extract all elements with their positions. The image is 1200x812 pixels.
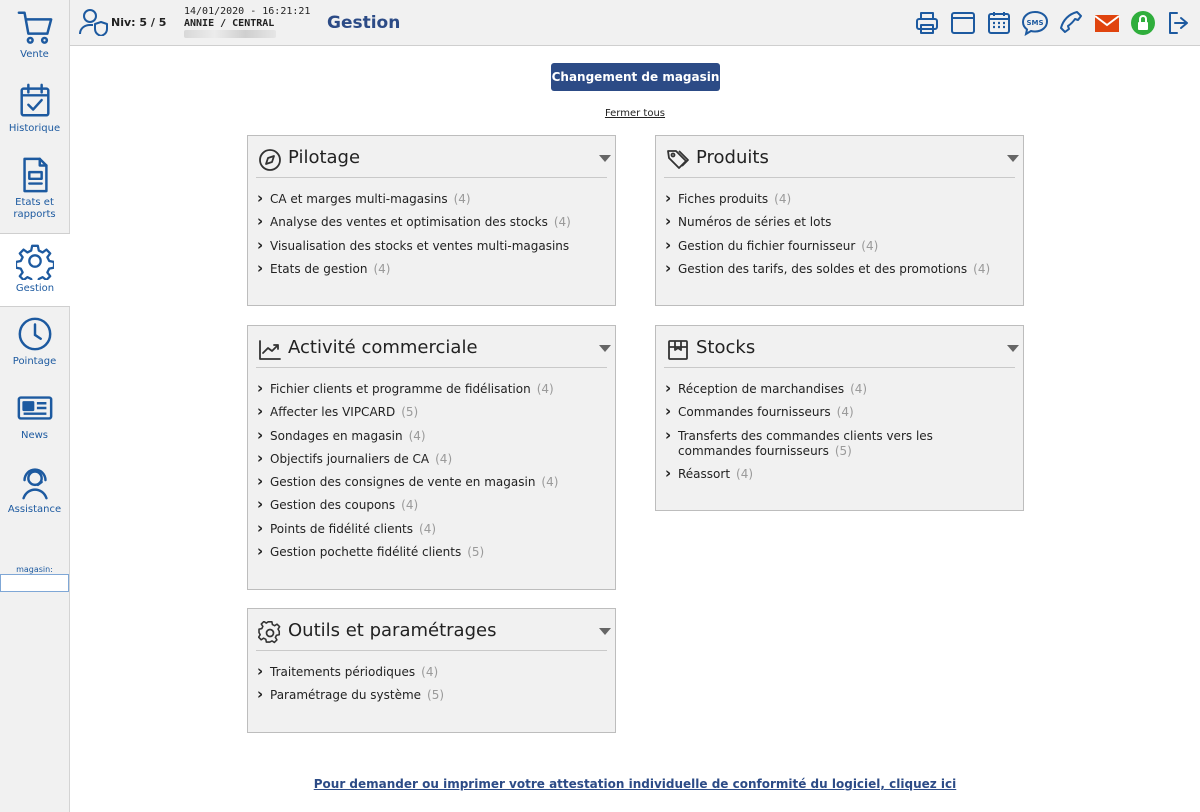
header-datetime: 14/01/2020 - 16:21:21 [184,6,311,17]
list-item[interactable]: › CA et marges multi-magasins (4) [256,192,607,207]
lock-icon [1130,10,1156,36]
panel-title: Pilotage [288,147,361,168]
newspaper-icon [16,389,54,427]
calendar-check-icon [16,82,54,120]
calendar-button[interactable] [984,8,1014,38]
list-item[interactable]: › Fichier clients et programme de fidélisation (4) [256,382,607,397]
close-all-link[interactable]: Fermer tous [604,108,666,119]
list-item[interactable]: › Fiches produits (4) [664,192,1015,207]
window-icon [950,10,976,36]
panel-header[interactable] [256,334,607,368]
list-item[interactable]: › Affecter les VIPCARD (5) [256,405,607,420]
panel-list [664,192,1015,285]
list-item[interactable]: › Réception de marchandises (4) [664,382,1015,397]
collapse-caret-icon[interactable] [599,155,611,162]
magasin-input[interactable] [0,574,69,592]
top-header [70,0,1200,46]
sidebar-item-label: Pointage [12,356,57,367]
panel-pilotage [247,135,616,306]
panel-stocks [655,325,1024,511]
panel-list [256,192,607,285]
sidebar-item-label: Etats et rapports [13,197,56,220]
compass-icon [258,148,282,172]
header-user: ANNIE / CENTRAL [184,18,275,29]
list-item[interactable]: › Sondages en magasin (4) [256,429,607,444]
sidebar-item-pointage[interactable] [0,307,69,381]
list-item[interactable]: › Gestion pochette fidélité clients (5) [256,545,607,560]
cart-icon [16,8,54,46]
panel-header[interactable] [256,617,607,651]
sms-icon [1022,10,1048,36]
list-item[interactable]: › Objectifs journaliers de CA (4) [256,452,607,467]
sidebar-item-historique[interactable] [0,74,69,148]
sidebar [0,0,70,812]
panel-header[interactable] [664,334,1015,368]
clock-icon [16,315,54,353]
report-icon [16,156,54,194]
panel-list [256,382,607,568]
chart-line-icon [258,338,282,362]
list-item[interactable]: › Gestion des coupons (4) [256,498,607,513]
gear-icon [258,621,282,645]
list-item[interactable]: › Transferts des commandes clients vers les commandes fournisseurs (5) [664,429,1015,459]
mail-button[interactable] [1092,8,1122,38]
logout-button[interactable] [1164,8,1194,38]
sidebar-item-label: News [20,430,49,441]
panel-list [664,382,1015,490]
list-item[interactable]: › Commandes fournisseurs (4) [664,405,1015,420]
list-item[interactable]: › Réassort (4) [664,467,1015,482]
panel-title: Activité commerciale [288,337,478,358]
lock-button[interactable] [1128,8,1158,38]
panel-header[interactable] [664,144,1015,178]
list-item[interactable]: › Gestion des consignes de vente en magasin (4) [256,475,607,490]
panel-outils-parametrages [247,608,616,733]
magasin-label: magasin: [16,565,53,574]
gear-icon [16,242,54,280]
collapse-caret-icon[interactable] [599,628,611,635]
sidebar-item-etats-rapports[interactable] [0,148,69,222]
list-item[interactable]: › Gestion des tarifs, des soldes et des promotions (4) [664,262,1015,277]
phone-icon [1058,10,1084,36]
phone-button[interactable] [1056,8,1086,38]
sidebar-item-label: Gestion [15,283,55,294]
sidebar-item-gestion[interactable] [0,233,70,307]
list-item[interactable]: › Gestion du fichier fournisseur (4) [664,239,1015,254]
user-level-icon [78,8,108,36]
list-item[interactable]: › Numéros de séries et lots [664,215,1015,230]
headset-icon [16,463,54,501]
panel-produits [655,135,1024,306]
panel-title: Outils et paramétrages [288,620,497,641]
header-toolbar [912,8,1194,38]
panel-header[interactable] [256,144,607,178]
sidebar-item-label: Vente [20,49,49,60]
collapse-caret-icon[interactable] [599,345,611,352]
collapse-caret-icon[interactable] [1007,345,1019,352]
list-item[interactable]: › Points de fidélité clients (4) [256,522,607,537]
panel-activite-commerciale [247,325,616,590]
user-level: Niv: 5 / 5 [111,16,167,29]
redacted-info [184,30,276,38]
box-icon [666,338,690,362]
window-button[interactable] [948,8,978,38]
list-item[interactable]: › Etats de gestion (4) [256,262,607,277]
panel-list [256,665,607,712]
list-item[interactable]: › Paramétrage du système (5) [256,688,607,703]
svg-text:SMS: SMS [1026,19,1044,27]
conformity-certificate-link[interactable]: Pour demander ou imprimer votre attestation individuelle de conformité du logiciel, cliquez ici [313,777,957,791]
list-item[interactable]: › Analyse des ventes et optimisation des stocks (4) [256,215,607,230]
sidebar-item-vente[interactable] [0,0,69,74]
list-item[interactable]: › Visualisation des stocks et ventes multi-magasins [256,239,607,254]
sidebar-item-news[interactable] [0,381,69,455]
sidebar-item-label: Assistance [7,504,62,515]
collapse-caret-icon[interactable] [1007,155,1019,162]
calendar-icon [986,10,1012,36]
list-item[interactable]: › Traitements périodiques (4) [256,665,607,680]
print-button[interactable] [912,8,942,38]
sidebar-item-label: Historique [8,123,61,134]
page-title: Gestion [327,13,401,33]
mail-icon [1094,10,1120,36]
sidebar-item-assistance[interactable] [0,455,69,529]
printer-icon [914,10,940,36]
sms-button[interactable] [1020,8,1050,38]
panel-title: Produits [696,147,769,168]
tags-icon [666,148,690,172]
change-store-button[interactable]: Changement de magasin [551,63,720,91]
logout-icon [1166,10,1192,36]
panel-title: Stocks [696,337,756,358]
